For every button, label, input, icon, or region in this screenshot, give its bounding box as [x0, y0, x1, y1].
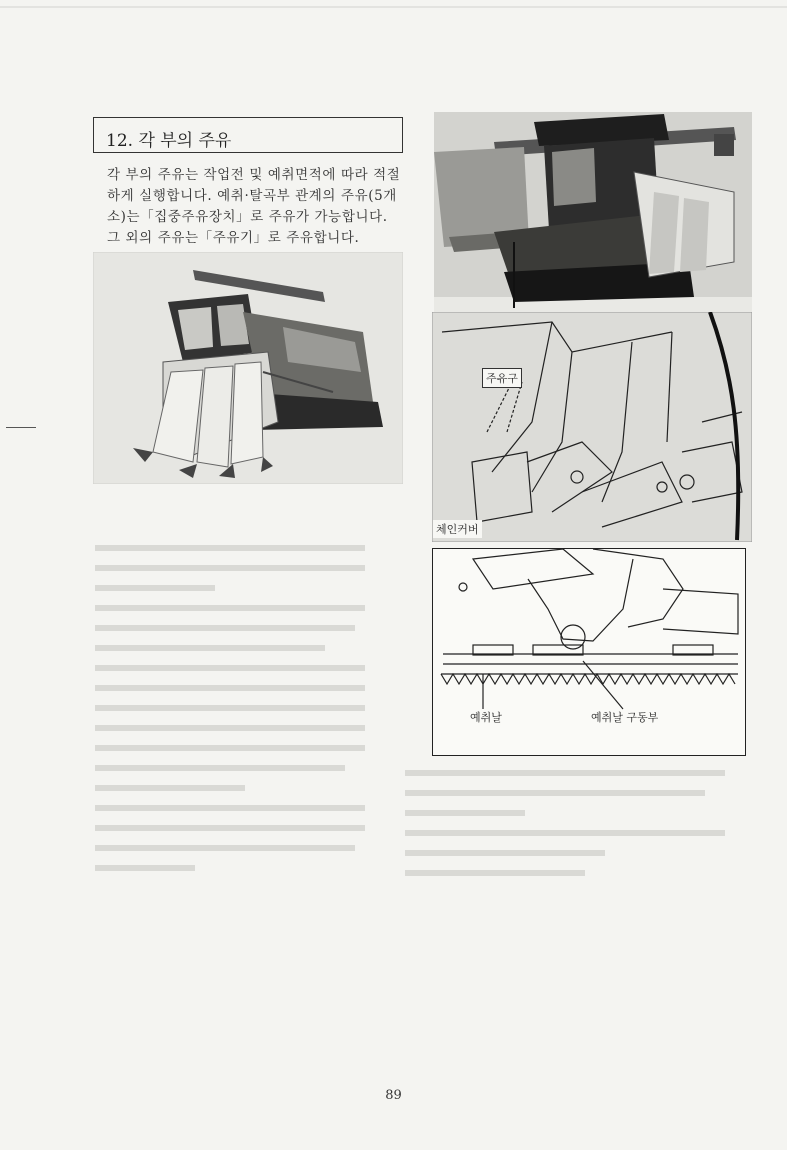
section-title: 12. 각 부의 주유: [93, 117, 403, 153]
blade-drive-label: 예취날 구동부: [591, 711, 659, 724]
page-number: 89: [385, 1088, 402, 1103]
fuel-port-diagram: [432, 312, 752, 542]
body-text: 각 부의 주유는 작업전 및 예취면적에 따라 적절하게 실행합니다. 예취·탈곡부 관계의 주유(5개소)는「집중주유장치」로 주유가 가능합니다. 그 외의 주유는「주유기」로 주유합니다.: [107, 167, 401, 246]
scan-edge: [0, 6, 787, 8]
fuel-port-label: 주유구: [482, 368, 522, 388]
harvester-photo: [93, 252, 403, 484]
margin-mark: [6, 427, 36, 428]
cutting-blade-label: 예취날: [470, 711, 502, 724]
harvester-top-photo: [434, 112, 752, 312]
chain-cover-label: 체인커버: [433, 520, 482, 538]
